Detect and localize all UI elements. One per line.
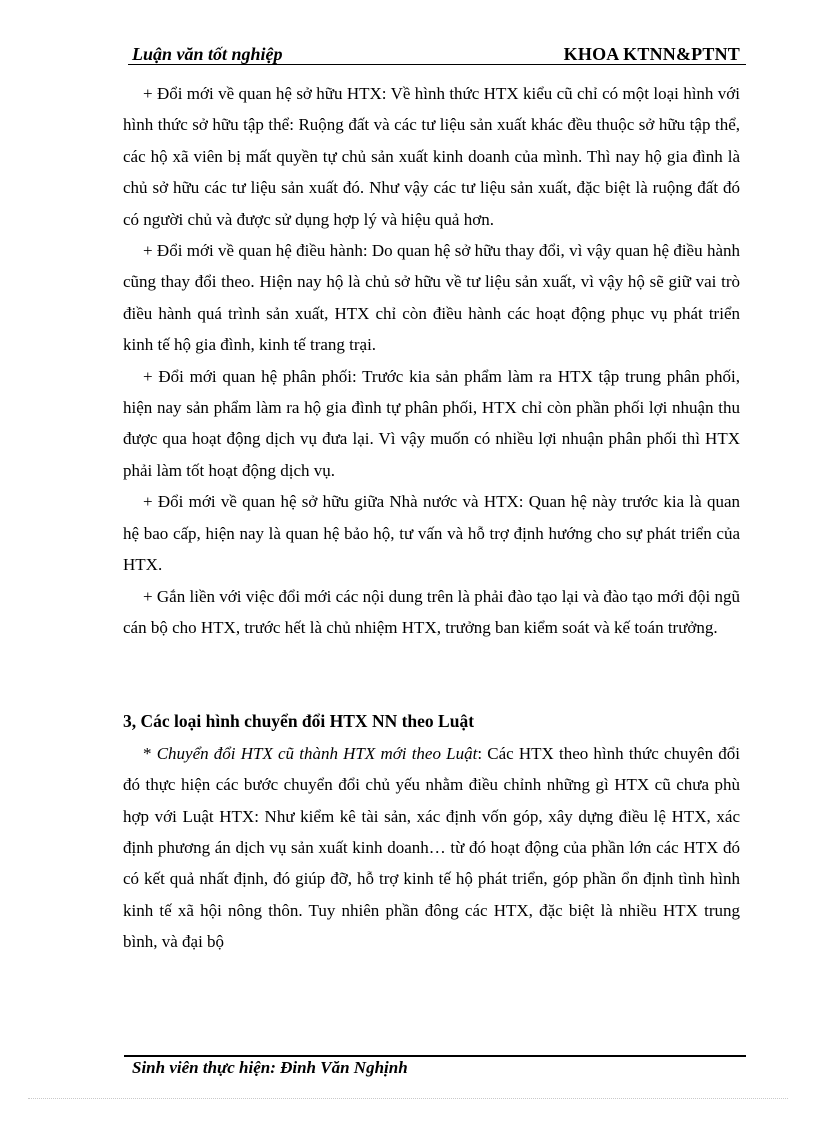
paragraph-conversion: [123, 738, 740, 958]
paragraph-management: + Đổi mới về quan hệ điều hành: Do quan hệ sở hữu thay đổi, vì vậy quan hệ điều hành cũng thay đổi theo. Hiện nay hộ là chủ sở hữu về tư liệu sản xuất, vì vậy hộ sẽ giữ vai trò điều hành quá trình sản xuất, HTX chỉ còn điều hành các hoạt động phục vụ phát triển kinh tế hộ gia đình, kinh tế trang trại.: [123, 241, 740, 355]
conversion-body-text: : Các HTX theo hình thức chuyên đổi đó thực hiện các bước chuyển đổi chủ yếu nhằm điều chỉnh những gì HTX cũ chưa phù hợp với Luật HTX: Như kiểm kê tài sản, xác định vốn góp, xây dựng điều lệ HTX, xác định phương án dịch vụ sản xuất kinh doanh… từ đó hoạt động của phần lớn các HTX đó có kết quả nhất định, đó giúp đỡ, hỗ trợ kinh tế hộ phát triển, góp phần ổn định tình hình kinh tế xã hội nông thôn. Tuy nhiên phần đông các HTX, đặc biệt là nhiều HTX trung bình, và đại bộ: [123, 743, 740, 952]
section-heading: 3, Các loại hình chuyển đổi HTX NN theo Luật: [123, 711, 475, 732]
paragraph-state-relation: + Đổi mới về quan hệ sở hữu giữa Nhà nước và HTX: Quan hệ này trước kia là quan hệ bao cấp, hiện nay là quan hệ bảo hộ, tư vấn và hỗ trợ định hướng cho sự phát triển của HTX.: [123, 492, 740, 575]
paragraph-ownership: + Đổi mới về quan hệ sở hữu HTX: Về hình thức HTX kiểu cũ chỉ có một loại hình với hình thức sở hữu tập thể: Ruộng đất và các tư liệu sản xuất khác đều thuộc sở hữu tập thể, các hộ xã viên bị mất quyền tự chủ sản xuất kinh doanh của mình. Thì nay hộ gia đình là chủ sở hữu các tư liệu sản xuất đó. Như vậy các tư liệu sản xuất, đặc biệt là ruộng đất đó có người chủ và được sử dụng hợp lý và hiệu quả hơn.: [123, 84, 740, 229]
header-divider: [128, 64, 746, 65]
conversion-bullet: *: [143, 743, 157, 763]
paragraph-distribution: + Đổi mới quan hệ phân phối: Trước kia sản phẩm làm ra HTX tập trung phân phối, hiện nay sản phẩm làm ra hộ gia đình tự phân phối, HTX chỉ còn phần phối lợi nhuận thu được qua hoạt động dịch vụ đưa lại. Vì vậy muốn có nhiều lợi nhuận phân phối thì HTX phải làm tốt hoạt động dịch vụ.: [123, 366, 740, 480]
footer-divider: [124, 1055, 746, 1057]
header-faculty: KHOA KTNN&PTNT: [563, 44, 740, 64]
header-thesis-title: Luận văn tốt nghiệp: [132, 44, 283, 64]
page-edge-dotted-line: [28, 1098, 788, 1099]
section-spacer: [123, 643, 740, 706]
page-body: [123, 78, 740, 958]
conversion-italic-title: Chuyển đổi HTX cũ thành HTX mới theo Luật: [156, 743, 478, 763]
paragraph-training: + Gắn liền với việc đổi mới các nội dung trên là phải đào tạo lại và đào tạo mới đội ngũ cán bộ cho HTX, trước hết là chủ nhiệm HTX, trưởng ban kiểm soát và kế toán trưởng.: [123, 586, 740, 637]
footer-student: Sinh viên thực hiện: Đinh Văn Nghịnh: [132, 1058, 408, 1077]
page-header: [128, 42, 746, 64]
